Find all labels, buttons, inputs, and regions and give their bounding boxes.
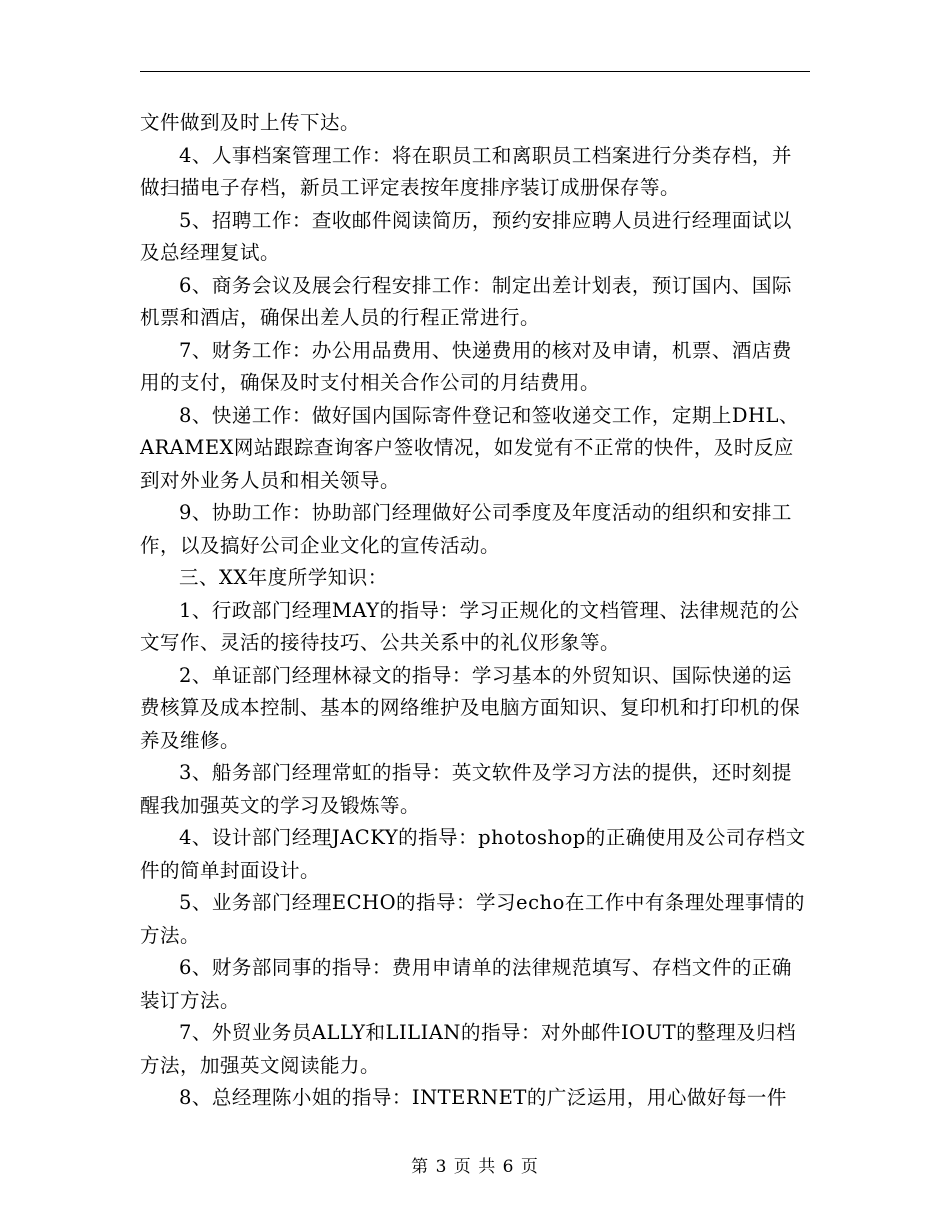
paragraph-finance-guidance: 6、财务部同事的指导：费用申请单的法律规范填写、存档文件的正确装订方法。 [140, 956, 792, 1012]
page-number: 第 3 页 共 6 页 [411, 1157, 539, 1177]
paragraph-sales-guidance: 5、业务部门经理ECHO的指导：学习echo在工作中有条理处理事情的方法。 [140, 891, 805, 947]
paragraph-continuation: 文件做到及时上传下达。 [140, 111, 361, 134]
paragraph-admin-guidance: 1、行政部门经理MAY的指导：学习正规化的文档管理、法律规范的公文写作、灵活的接待技巧、公共关系中的礼仪形象等。 [140, 598, 800, 654]
paragraph-personnel-files: 4、人事档案管理工作：将在职员工和离职员工档案进行分类存档，并做扫描电子存档，新员工评定表按年度排序装订成册保存等。 [140, 143, 792, 199]
paragraph-assistance: 9、协助工作：协助部门经理做好公司季度及年度活动的组织和安排工作，以及搞好公司企业文化的宣传活动。 [140, 501, 792, 557]
paragraph-documents-guidance: 2、单证部门经理林禄文的指导：学习基本的外贸知识、国际快递的运费核算及成本控制、基本的网络维护及电脑方面知识、复印机和打印机的保养及维修。 [140, 663, 801, 752]
paragraph-finance: 7、财务工作：办公用品费用、快递费用的核对及申请，机票、酒店费用的支付，确保及时支付相关合作公司的月结费用。 [140, 338, 792, 394]
page-footer [0, 1152, 950, 1177]
paragraph-gm-guidance: 8、总经理陈小姐的指导：INTERNET的广泛运用，用心做好每一件 [179, 1086, 787, 1109]
section-heading-knowledge: 三、XX年度所学知识： [179, 566, 388, 589]
paragraph-trade-guidance: 7、外贸业务员ALLY和LILIAN的指导：对外邮件IOUT的整理及归档方法，加强英文阅读能力。 [140, 1021, 797, 1077]
paragraph-design-guidance: 4、设计部门经理JACKY的指导：photoshop的正确使用及公司存档文件的简单封面设计。 [140, 826, 806, 882]
header-rule [140, 71, 810, 72]
paragraph-shipping-guidance: 3、船务部门经理常虹的指导：英文软件及学习方法的提供，还时刻提醒我加强英文的学习及锻炼等。 [140, 761, 792, 817]
paragraph-recruitment: 5、招聘工作：查收邮件阅读简历，预约安排应聘人员进行经理面试以及总经理复试。 [140, 208, 792, 264]
paragraph-express: 8、快递工作：做好国内国际寄件登记和签收递交工作，定期上DHL、ARAMEX网站跟踪查询客户签收情况，如发觉有不正常的快件，及时反应到对外业务人员和相关领导。 [140, 403, 799, 492]
paragraph-business-travel: 6、商务会议及展会行程安排工作：制定出差计划表，预订国内、国际机票和酒店，确保出差人员的行程正常进行。 [140, 273, 792, 329]
document-body [140, 107, 810, 1115]
